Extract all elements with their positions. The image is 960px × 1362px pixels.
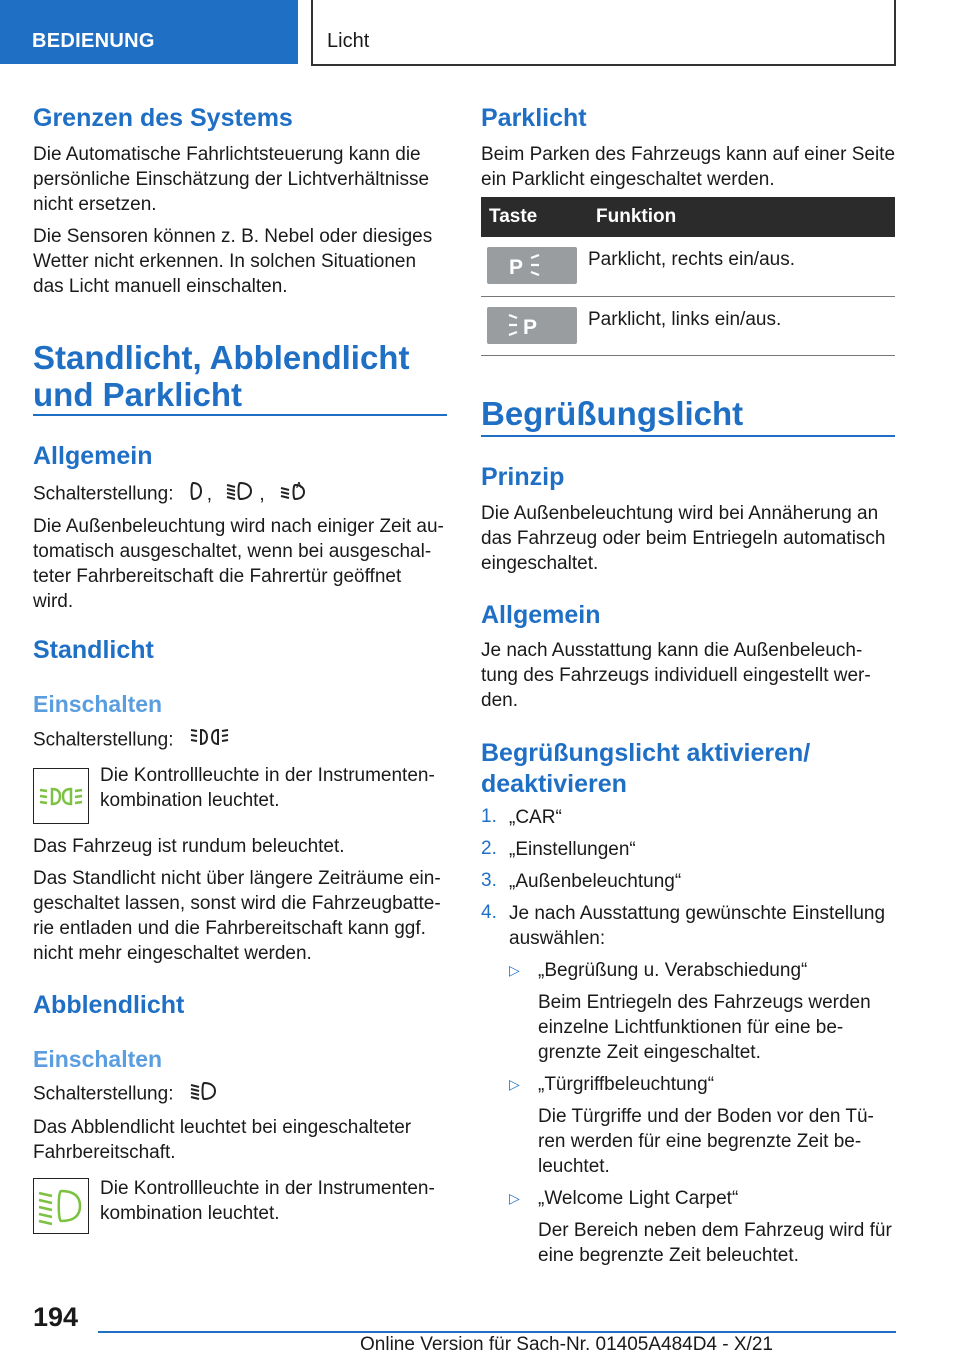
- option-title: „Begrüßung u. Verabschiedung“: [538, 960, 808, 981]
- low-beam-paragraph: Das Abblendlicht leuchtet bei eingeschalteter Fahrbereitschaft.: [33, 1117, 412, 1163]
- table-header-key: Taste: [481, 197, 588, 237]
- option-description: Der Bereich neben dem Fahrzeug wird für eine begrenzte Zeit beleuchtet.: [538, 1220, 892, 1266]
- parking-indicator-text: Die Kontrollleuchte in der Instrumenten- kombination leuchtet.: [100, 765, 435, 811]
- step-text: Je nach Ausstattung gewünschte Einstellung auswählen:: [509, 903, 886, 949]
- step-number: 2.: [481, 838, 497, 859]
- chapter-label: Licht: [327, 30, 370, 52]
- page-number: 194: [33, 1302, 79, 1332]
- parking-light-left-icon: [487, 307, 577, 344]
- table-cell-function: Parklicht, rechts ein/aus.: [588, 237, 895, 296]
- option-description: Die Türgriffe und der Boden vor den Tü- ren werden für eine begrenzte Zeit be- leuchtet.: [538, 1106, 874, 1177]
- switch-position-parking: Schalterstellung:: [33, 726, 229, 755]
- bullet-icon: ▷: [509, 1190, 520, 1206]
- parking-light-indicator: [33, 768, 89, 824]
- heading-activate: Begrüßungslicht aktivieren/ deaktivieren: [481, 739, 811, 798]
- subheading-low-beam-on: Einschalten: [33, 1046, 163, 1072]
- heading-welcome-light: Begrüßungslicht: [481, 395, 744, 432]
- option-title: „Welcome Light Carpet“: [538, 1188, 739, 1209]
- low-beam-indicator: [33, 1178, 89, 1234]
- step-number: 1.: [481, 806, 497, 827]
- low-beam-icon: [189, 1080, 219, 1109]
- chapter-tab: [311, 0, 896, 66]
- footer-text: Online Version für Sach-Nr. 01405A484D4 - X/21: [360, 1334, 773, 1355]
- heading-park-light: Parklicht: [481, 104, 587, 132]
- table-header-row: [481, 197, 895, 237]
- low-beam-indicator-text: Die Kontrollleuchte in der Instrumenten- kombination leuchtet.: [100, 1178, 435, 1224]
- general-right-paragraph: Je nach Ausstattung kann die Außenbeleuch- tung des Fahrzeugs individuell eingestellt wer- den.: [481, 640, 871, 711]
- heading-principle: Prinzip: [481, 463, 565, 491]
- svg-text:P: P: [523, 315, 538, 339]
- step-number: 3.: [481, 870, 497, 891]
- auto-light-icon: [278, 480, 308, 509]
- parking-paragraph-2: Das Standlicht nicht über längere Zeiträume ein- geschaltet lassen, sonst wird die Fahrzeugbatte- rie entladen und die Fahrbereitschaft kann ggf. nicht mehr eingeschaltet werden.: [33, 868, 441, 964]
- step-text: „Einstellungen“: [509, 839, 636, 860]
- main-heading: Standlicht, Abblendlicht und Parklicht: [33, 339, 410, 413]
- step-number: 4.: [481, 902, 497, 923]
- heading-parking-light: Standlicht: [33, 636, 154, 664]
- svg-text:P: P: [509, 256, 524, 279]
- heading-limits: Grenzen des Systems: [33, 104, 293, 132]
- bullet-icon: ▷: [509, 1076, 520, 1092]
- limits-paragraph-2: Die Sensoren können z. B. Nebel oder diesiges Wetter nicht erkennen. In solchen Situationen das Licht manuell einschalten.: [33, 226, 433, 297]
- switch-positions-general: Schalterstellung: , , A: [33, 480, 308, 509]
- general-paragraph: Die Außenbeleuchtung wird nach einiger Zeit au- tomatisch ausgeschaltet, wenn bei ausgeschal- teter Fahrbereitschaft die Fahrertür geöffnet wird.: [33, 516, 444, 612]
- heading-general-right: Allgemein: [481, 601, 601, 629]
- principle-paragraph: Die Außenbeleuchtung wird bei Annäherung an das Fahrzeug oder beim Entriegeln automatisch eingeschaltet.: [481, 503, 886, 574]
- step-text: „Außenbeleuchtung“: [509, 871, 682, 892]
- table-row: [481, 237, 895, 296]
- light-off-icon: [189, 480, 203, 509]
- option-title: „Türgriffbeleuchtung“: [538, 1074, 715, 1095]
- key-function-table: [481, 197, 895, 356]
- parking-light-icon: [189, 726, 229, 755]
- section-label: BEDIENUNG: [32, 30, 155, 52]
- limits-paragraph-1: Die Automatische Fahrlichtsteuerung kann die persönliche Einschätzung der Lichtverhältnisse nicht ersetzen.: [33, 144, 430, 215]
- footer-rule: [98, 1331, 896, 1333]
- section-tab: [0, 0, 298, 64]
- subheading-parking-on: Einschalten: [33, 691, 163, 717]
- heading-low-beam: Abblendlicht: [33, 991, 185, 1019]
- table-header-function: Funktion: [588, 197, 895, 237]
- low-beam-icon: [225, 480, 255, 509]
- heading-rule: [33, 414, 447, 416]
- heading-rule: [481, 435, 895, 437]
- table-row: [481, 296, 895, 355]
- heading-general: Allgemein: [33, 442, 153, 470]
- parking-paragraph-1: Das Fahrzeug ist rundum beleuchtet.: [33, 836, 345, 857]
- table-cell-function: Parklicht, links ein/aus.: [588, 296, 895, 355]
- step-text: „CAR“: [509, 807, 562, 828]
- svg-text:A: A: [295, 481, 302, 490]
- parking-light-right-icon: [487, 247, 577, 284]
- option-description: Beim Entriegeln des Fahrzeugs werden einzelne Lichtfunktionen für eine be- grenzte Zeit eingeschaltet.: [538, 992, 871, 1063]
- park-light-paragraph: Beim Parken des Fahrzeugs kann auf einer Seite ein Parklicht eingeschaltet werden.: [481, 144, 896, 190]
- switch-position-low-beam: Schalterstellung:: [33, 1080, 219, 1109]
- bullet-icon: ▷: [509, 962, 520, 978]
